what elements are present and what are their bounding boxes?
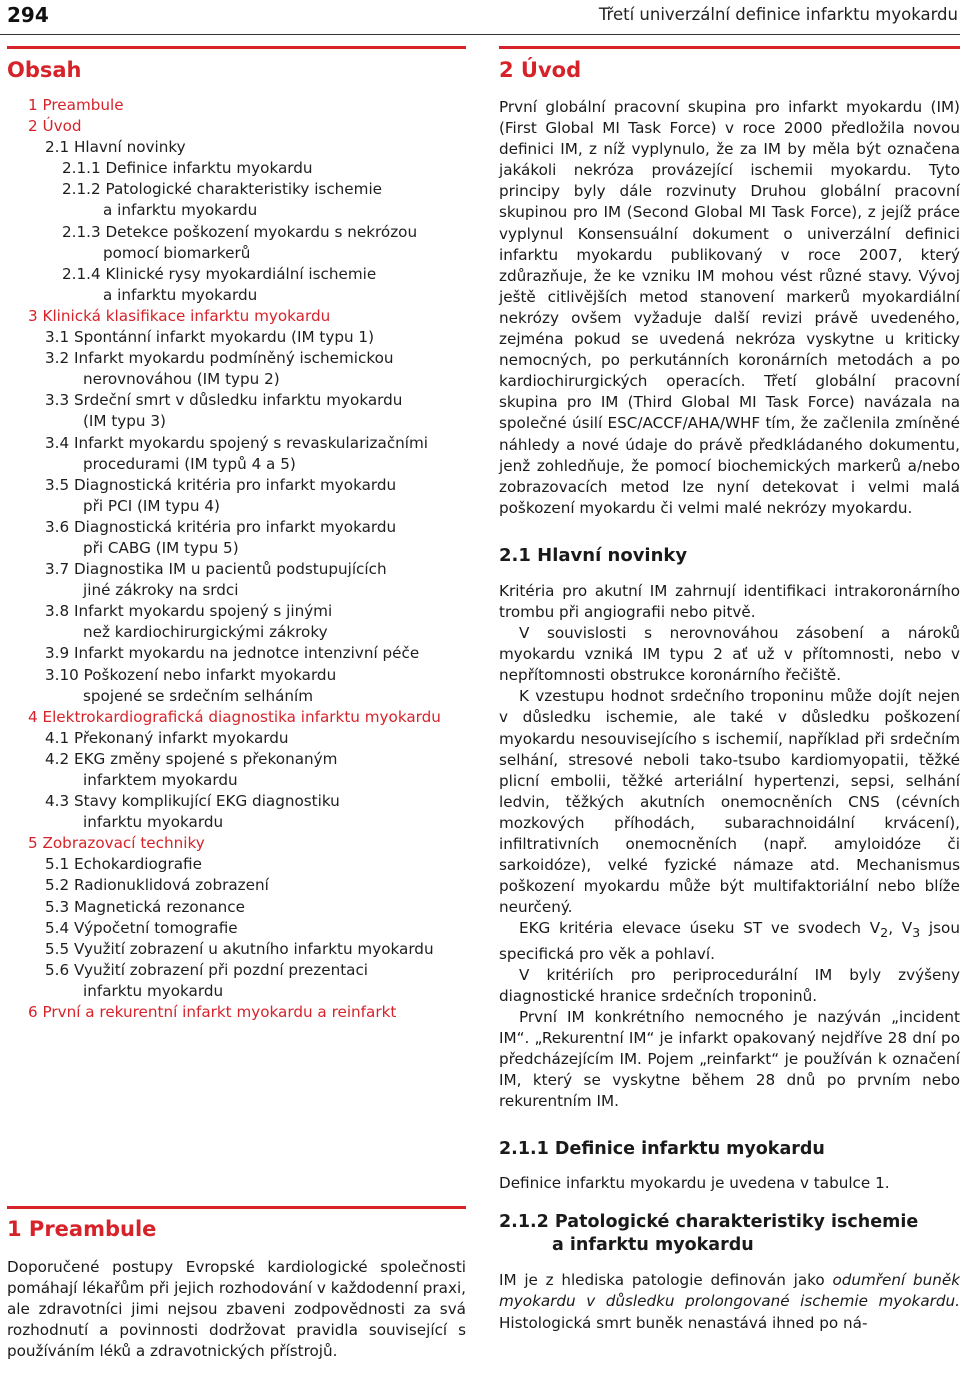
preamble-section [7, 1206, 466, 1377]
toc-item[interactable]: 3.9 Infarkt myokardu na jednotce intenzivní péče [45, 644, 420, 663]
toc-item[interactable]: jiné zákroky na srdci [83, 581, 239, 600]
toc-item[interactable]: 3.5 Diagnostická kritéria pro infarkt myokardu [45, 475, 397, 494]
toc-item[interactable]: 4.1 Překonaný infarkt myokardu [45, 728, 289, 747]
toc-item[interactable]: 2 Úvod [28, 117, 82, 136]
toc-item[interactable]: 5.6 Využití zobrazení při pozdní prezentaci [45, 960, 369, 979]
toc-item[interactable]: 5.1 Echokardiografie [45, 855, 202, 874]
paragraph: V kritériích pro periprocedurální IM byly zvýšeny diagnostické hranice srdečních troponinů. [499, 965, 960, 1005]
toc-item[interactable]: 3.1 Spontánní infarkt myokardu (IM typu 1) [45, 328, 375, 347]
section-2-1-2-title [499, 1211, 960, 1257]
preamble-title: 1 Preambule [7, 1217, 157, 1241]
toc-title: Obsah [7, 58, 82, 82]
toc-item[interactable]: 4 Elektrokardiografická diagnostika infarktu myokardu [28, 707, 441, 726]
toc-item[interactable]: než kardiochirurgickými zákroky [83, 623, 328, 642]
text-run: EKG kritéria elevace úseku ST ve svodech V [519, 919, 881, 938]
toc-item[interactable]: 3.3 Srdeční smrt v důsledku infarktu myokardu [45, 391, 403, 410]
toc-item[interactable]: 3.7 Diagnostika IM u pacientů podstupujících [45, 560, 387, 579]
text-run: IM je z hlediska patologie definován jako [499, 1271, 833, 1290]
toc-item[interactable]: procedurami (IM typů 4 a 5) [83, 454, 296, 473]
subscript: 3 [912, 925, 921, 941]
toc-item[interactable]: infarktu myokardu [83, 813, 224, 832]
header-divider [0, 34, 960, 35]
toc-item[interactable]: 2.1.2 Patologické charakteristiky ischemie [62, 180, 383, 199]
toc-item[interactable]: 4.2 EKG změny spojené s překonaným [45, 749, 338, 768]
toc-item[interactable]: při PCI (IM typu 4) [83, 496, 220, 515]
heading-line: 2.1.2 Patologické charakteristiky ischemie [499, 1212, 919, 1233]
text-run: jsou specifická pro věk a pohlaví. [499, 919, 960, 963]
toc-item[interactable]: a infarktu myokardu [103, 201, 258, 220]
section-divider [7, 46, 466, 49]
paragraph [499, 1270, 960, 1333]
paragraph: Definice infarktu myokardu je uvedena v tabulce 1. [499, 1174, 890, 1193]
toc-item[interactable]: při CABG (IM typu 5) [83, 538, 239, 557]
paragraph: K vzestupu hodnot srdečního troponinu může dojít nejen v důsledku ischemie, ale také v důsledku poškození myokardu nesouvisejícího s ischemií, například při srdečním selhání, stresové neboli tako-tsubo kardiomyopatii, těžké plicní embolii, těžké arteriální hypertenzi, sepsi, selhání ledvin, těžkých akutních onemocněních CNS (cévních mozkových příhodách, subarachnoidální krvácení), infiltrativních onemocněních (např. amyloidóze či sarkoidóze), velké fyzické námaze atd. Mechanismus poškození myokardu může být multifaktoriální nebo blíže neurčený. [499, 687, 960, 917]
toc-item[interactable]: 3.10 Poškození nebo infarkt myokardu [45, 665, 337, 684]
heading-line: a infarktu myokardu [552, 1235, 754, 1256]
toc-item[interactable]: 3.6 Diagnostická kritéria pro infarkt myokardu [45, 517, 397, 536]
page-header [0, 0, 960, 34]
paragraph: V souvislosti s nerovnováhou zásobení a nároků myokardu vzniká IM typu 2 ať už v přítomnosti, nebo v nepřítomnosti obstrukce koronárního řečiště. [499, 624, 960, 685]
text-run: Histologická smrt buněk nenastává ihned po ná- [499, 1313, 868, 1332]
main-content [499, 46, 960, 1334]
toc-item[interactable]: 3 Klinická klasifikace infarktu myokardu [28, 306, 331, 325]
toc-item[interactable]: 1 Preambule [28, 96, 124, 114]
toc-item[interactable]: 5 Zobrazovací techniky [28, 834, 205, 853]
intro-title: 2 Úvod [499, 58, 582, 82]
subscript: 2 [880, 925, 889, 941]
toc-item[interactable]: infarktem myokardu [83, 771, 238, 789]
toc-item[interactable]: 6 První a rekurentní infarkt myokardu a reinfarkt [28, 1003, 397, 1022]
toc-item[interactable]: 5.2 Radionuklidová zobrazení [45, 876, 269, 895]
toc-item[interactable]: 5.5 Využití zobrazení u akutního infarktu myokardu [45, 939, 434, 958]
section-divider [7, 1206, 466, 1209]
toc-item[interactable]: 5.3 Magnetická rezonance [45, 897, 245, 916]
toc-item[interactable]: nerovnováhou (IM typu 2) [83, 370, 280, 389]
toc-item[interactable]: 2.1.1 Definice infarktu myokardu [62, 159, 313, 178]
paragraph [499, 918, 960, 964]
toc-item[interactable]: 3.8 Infarkt myokardu spojený s jinými [45, 602, 333, 621]
toc-item[interactable]: 2.1.4 Klinické rysy myokardiální ischemie [62, 264, 377, 283]
running-title: Třetí univerzální definice infarktu myokardu [598, 5, 958, 24]
preamble-text: Doporučené postupy Evropské kardiologické společnosti pomáhají lékařům při jejich rozhodování v každodenní praxi, ale zdravotníci jimi nejsou zbaveni zodpovědnosti za svá rozhodnutí a povinnosti dodržovat pravidla související s používáním léků a zdravotnických přístrojů. [7, 1258, 466, 1360]
toc-item[interactable]: 2.1 Hlavní novinky [45, 138, 186, 157]
toc-item[interactable]: 4.3 Stavy komplikující EKG diagnostiku [45, 792, 340, 811]
toc-item[interactable]: infarktu myokardu [83, 981, 224, 1000]
emphasis: odumření buněk myokardu v důsledku prolongované ischemie myokardu. [499, 1271, 960, 1311]
page-number: 294 [7, 3, 49, 27]
paragraph: První IM konkrétního nemocného je nazýván „incident IM“. „Rekurentní IM“ je infarkt opakovaný nejdříve 28 dní po předcházejícím IM. Pojem „reinfarkt“ je používán k označení IM, který se vyskytne během 28 dnů po prvním nebo rekurentním IM. [499, 1007, 960, 1111]
toc-item[interactable]: spojené se srdečním selháním [83, 686, 314, 705]
toc-item[interactable]: 2.1.3 Detekce poškození myokardu s nekrózou [62, 222, 418, 241]
section-2-1-1-title: 2.1.1 Definice infarktu myokardu [499, 1139, 825, 1160]
paragraph: Kritéria pro akutní IM zahrnují identifikaci intrakoronárního trombu při angiografii nebo pitvě. [499, 581, 960, 621]
toc-item[interactable]: (IM typu 3) [83, 412, 166, 431]
toc-list [28, 95, 478, 1023]
toc-item[interactable]: 3.2 Infarkt myokardu podmíněný ischemickou [45, 349, 394, 368]
intro-paragraph: První globální pracovní skupina pro infarkt myokardu (IM) (First Global MI Task Force) v roce 2000 předložila novou definici IM, z níž vyplynulo, že za IM by měla být označena jakákoli nekróza provázející ischemii myokardu. Tyto principy byly dále rozvinuty Druhou globální pracovní skupinou pro IM (Second Global MI Task Force), z jejíž práce vyplynul Konsensuální dokument o univerzální definici infarktu myokardu publikovaný v roce 2007, který zdůrazňuje, že ke vzniku IM mohou vést různé stavy. Vývoj ještě citlivějších metod stanovení markerů myokardiální nekrózy ovšem vyžaduje další revizi právě uvedeného, zejména pokud se uvedená nekróza vyskytne u kriticky nemocných, po perkutánních koronárních metodách a po kardiochirurgických operacích. Třetí globální pracovní skupina pro IM (Third Global MI Task Force) navázala na společné úsilí ESC/ACCF/AHA/WHF tím, že začlenila zmíněné náhledy a nové údaje do právě předkládaného dokumentu, jenž zohledňuje, že pomocí biochemických markerů a/nebo zobrazovacích metod lze nyní detekovat i velmi malá poškození myokardu či velmi malé nekrózy myokardu. [499, 98, 960, 517]
toc-section [7, 46, 466, 85]
toc-item[interactable]: 5.4 Výpočetní tomografie [45, 918, 238, 937]
toc-item[interactable]: pomocí biomarkerů [103, 243, 251, 262]
toc-item[interactable]: a infarktu myokardu [103, 285, 258, 304]
section-2-1-title: 2.1 Hlavní novinky [499, 544, 688, 566]
text-run: , V [888, 919, 913, 938]
section-divider [499, 46, 960, 49]
toc-item[interactable]: 3.4 Infarkt myokardu spojený s revaskularizačními [45, 433, 429, 452]
